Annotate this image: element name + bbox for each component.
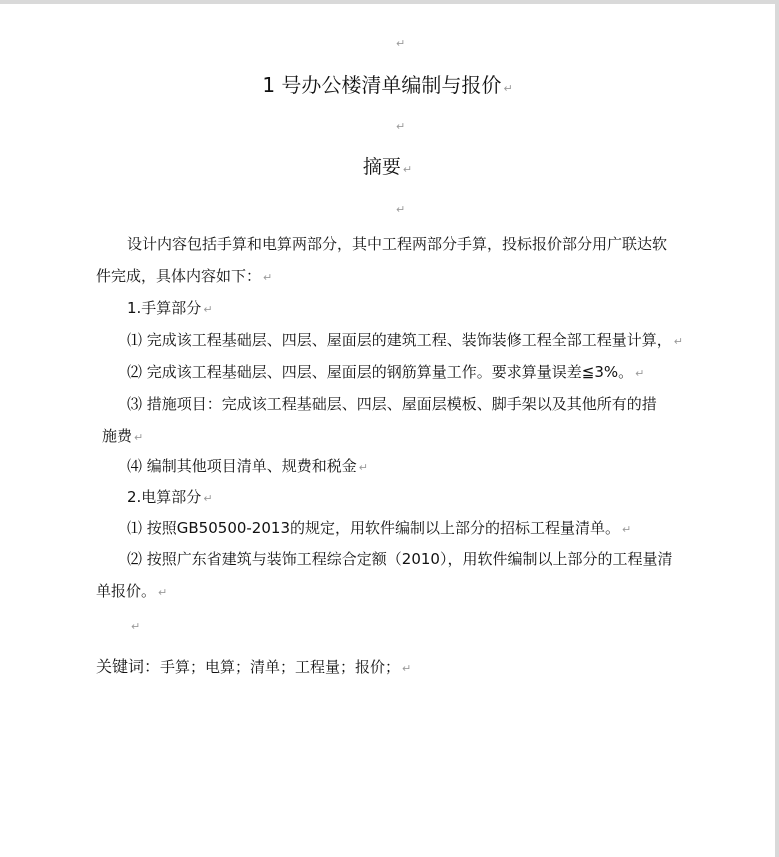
- intro-paragraph-line-2: 件完成，具体内容如下： ↵: [96, 267, 273, 285]
- paragraph-mark: ↵: [635, 367, 645, 380]
- computer-item-2-line-2: 单报价。 ↵: [96, 582, 168, 600]
- paragraph-mark: ↵: [158, 586, 168, 599]
- paragraph-mark: ↵: [396, 37, 406, 50]
- paragraph-mark: ↵: [396, 203, 406, 216]
- manual-item-1: ⑴ 完成该工程基础层、四层、屋面层的建筑工程、装饰装修工程全部工程量计算， ↵: [127, 331, 683, 349]
- paragraph-mark: ↵: [358, 461, 368, 474]
- paragraph-mark: ↵: [673, 335, 683, 348]
- paragraph-mark: ↵: [396, 120, 406, 133]
- paragraph-mark: ↵: [131, 620, 141, 633]
- computer-item-2-line-1: ⑵ 按照广东省建筑与装饰工程综合定额（2010），用软件编制以上部分的工程量清: [127, 550, 673, 568]
- window-right-border: [775, 0, 779, 857]
- paragraph-mark: ↵: [263, 271, 273, 284]
- paragraph-mark: ↵: [203, 492, 213, 505]
- keywords-text: 手算；电算；清单；工程量；报价；: [160, 658, 401, 676]
- manual-item-2: ⑵ 完成该工程基础层、四层、屋面层的钢筋算量工作。要求算量误差≦3%。 ↵: [127, 363, 645, 381]
- paragraph-mark: ↵: [203, 303, 213, 316]
- paragraph-mark: ↵: [503, 82, 513, 95]
- paragraph-mark: ↵: [622, 523, 632, 536]
- paragraph-mark: ↵: [402, 662, 412, 675]
- document-page: [0, 4, 775, 857]
- manual-item-4: ⑷ 编制其他项目清单、规费和税金 ↵: [127, 457, 368, 475]
- computer-calculation-heading: 2.电算部分 ↵: [127, 488, 213, 506]
- manual-item-3-line-2: 施费 ↵: [102, 427, 144, 445]
- keywords-label: 关键词：: [96, 657, 161, 676]
- abstract-heading-text: 摘要: [362, 156, 401, 178]
- document-title: [0, 72, 775, 102]
- keywords-line: [96, 657, 411, 679]
- paragraph-mark: ↵: [134, 431, 144, 444]
- manual-item-3-line-1: ⑶ 措施项目：完成该工程基础层、四层、屋面层模板、脚手架以及其他所有的措: [127, 395, 657, 413]
- manual-calculation-heading: 1.手算部分 ↵: [127, 299, 213, 317]
- abstract-heading: [0, 155, 775, 182]
- document-title-text: 1 号办公楼清单编制与报价: [262, 73, 502, 97]
- paragraph-mark: ↵: [402, 163, 413, 176]
- intro-paragraph-line-1: 设计内容包括手算和电算两部分，其中工程两部分手算，投标报价部分用广联达软: [127, 235, 668, 253]
- computer-item-1: ⑴ 按照GB50500-2013的规定，用软件编制以上部分的招标工程量清单。 ↵: [127, 519, 632, 537]
